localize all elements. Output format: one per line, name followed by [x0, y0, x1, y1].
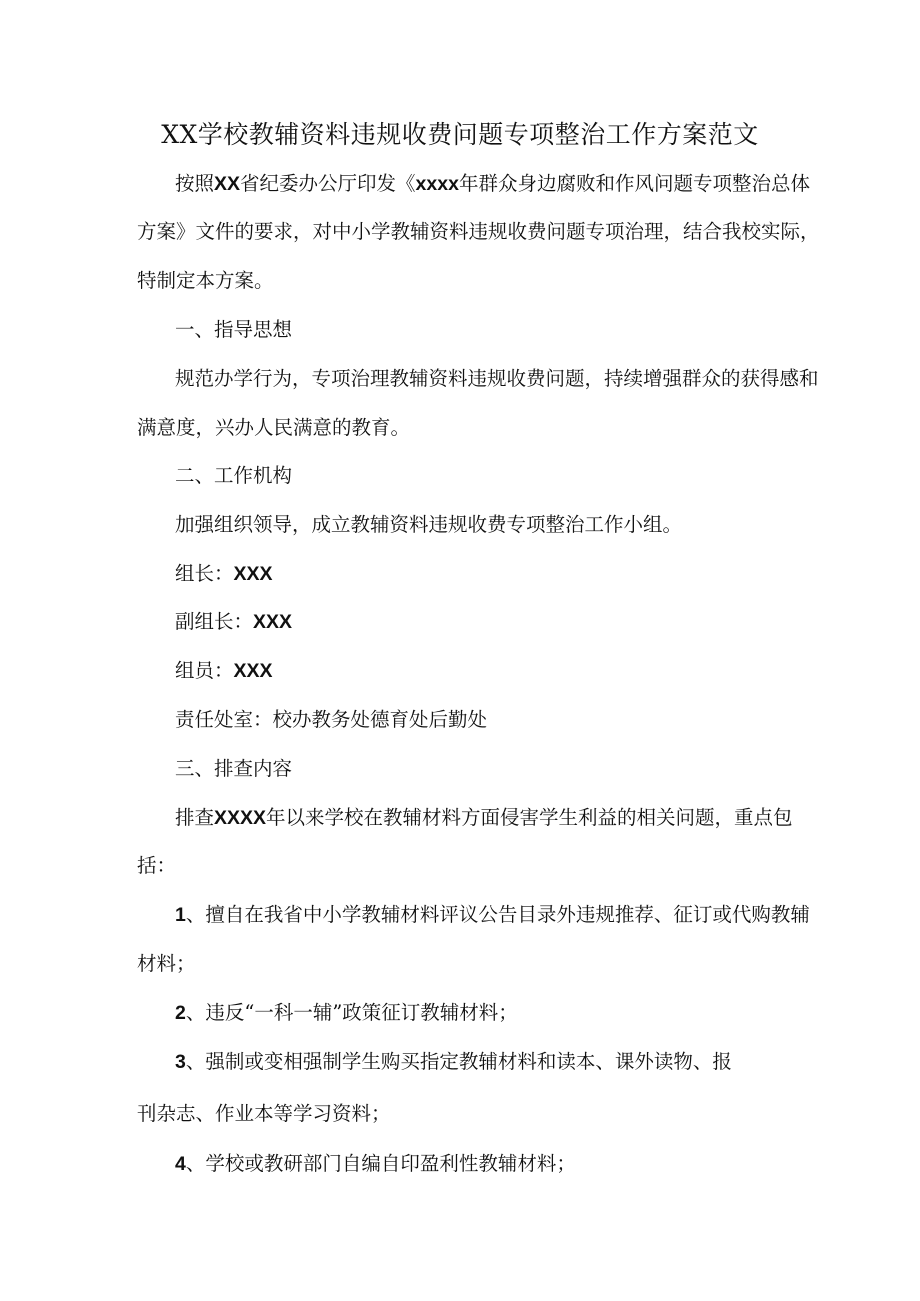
intro-province: XX [214, 173, 241, 195]
list-item-text: 、擅自在我省中小学教辅材料评议公告目录外违规推荐、征订或代购教辅 [185, 903, 810, 926]
intro-year: xxxx [415, 173, 459, 195]
list-item [175, 1048, 732, 1076]
member-line [175, 657, 273, 685]
deputy-value: XXX [253, 611, 293, 633]
section-1-heading: 一、指导思想 [175, 318, 293, 341]
section-3-line-1 [175, 804, 793, 832]
list-item-number: 1 [175, 904, 186, 926]
list-item-text: 、违反“一科一辅”政策征订教辅材料； [185, 1001, 518, 1024]
list-item-number: 2 [175, 1002, 186, 1024]
section-1-line-1: 规范办学行为，专项治理教辅资料违规收费问题，持续增强群众的获得感和 [175, 367, 819, 390]
member-value: XXX [233, 660, 273, 682]
section-1-line-2: 满意度，兴办人民满意的教育。 [137, 416, 411, 439]
list-item [175, 1150, 576, 1178]
list-item [175, 901, 810, 929]
leader-line [175, 560, 273, 588]
list-item-number: 3 [175, 1051, 186, 1073]
member-label: 组员： [175, 659, 234, 682]
section-2-text: 加强组织领导，成立教辅资料违规收费专项整治工作小组。 [175, 513, 683, 536]
list-item-continuation: 刊杂志、作业本等学习资料； [137, 1102, 391, 1125]
intro-line-2: 方案》文件的要求，对中小学教辅资料违规收费问题专项治理，结合我校实际， [137, 220, 820, 243]
section-3-year: XXXX [214, 807, 267, 829]
deputy-label: 副组长： [175, 610, 254, 633]
list-item-text: 、学校或教研部门自编自印盈利性教辅材料； [185, 1152, 576, 1175]
section-3-line-2: 括： [137, 854, 177, 877]
section-3-text: 排查 [175, 806, 215, 829]
intro-text: 年群众身边腐败和作风问题专项整治总体 [458, 172, 810, 195]
leader-label: 组长： [175, 562, 234, 585]
list-item [175, 999, 518, 1027]
intro-text: 按照 [175, 172, 215, 195]
office-line: 责任处室：校办教务处德育处后勤处 [175, 708, 488, 731]
section-2-heading: 二、工作机构 [175, 464, 293, 487]
document-title: XX学校教辅资料违规收费问题专项整治工作方案范文 [161, 120, 759, 149]
list-item-continuation: 材料； [137, 952, 196, 975]
intro-line-1 [175, 170, 810, 198]
deputy-line [175, 608, 292, 636]
list-item-text: 、强制或变相强制学生购买指定教辅材料和读本、课外读物、报 [185, 1050, 732, 1073]
list-item-number: 4 [175, 1153, 186, 1175]
intro-text: 省纪委办公厅印发《 [240, 172, 416, 195]
intro-line-3: 特制定本方案。 [137, 269, 274, 292]
section-3-text: 年以来学校在教辅材料方面侵害学生利益的相关问题，重点包 [266, 806, 793, 829]
leader-value: XXX [233, 563, 273, 585]
section-3-heading: 三、排查内容 [175, 757, 293, 780]
